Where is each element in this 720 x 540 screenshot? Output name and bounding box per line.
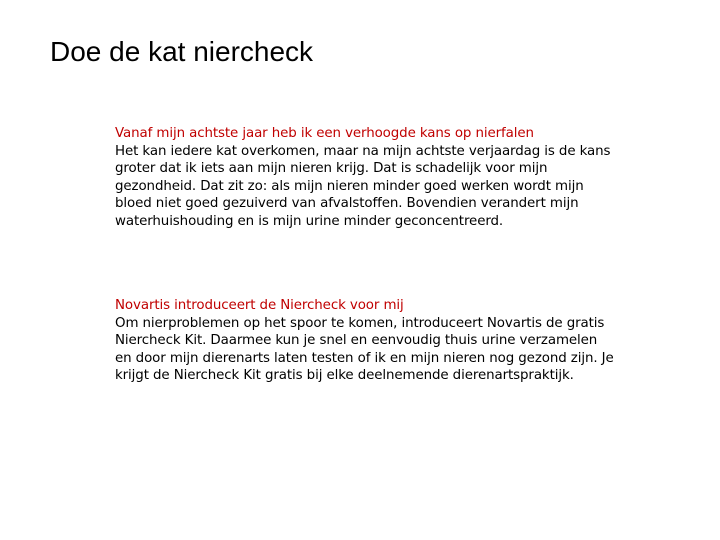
section-heading: Vanaf mijn achtste jaar heb ik een verhoogde kans op nierfalen (115, 126, 534, 141)
section-body: Het kan iedere kat overkomen, maar na mijn achtste verjaardag is de kans groter dat ik iets aan mijn nieren krijg. Dat is schadelijk voor mijn gezondheid. Dat zit zo: als mijn nieren minder goed werken wordt mijn bloed niet goed gezuiverd van afvalstoffen. Bovendien verandert mijn waterhuishouding en is mijn urine minder geconcentreerd. (115, 143, 611, 229)
section-niercheck (115, 297, 615, 385)
slide-title: Doe de kat niercheck (50, 36, 314, 67)
section-heading: Novartis introduceert de Niercheck voor mij (115, 298, 404, 313)
section-risk (115, 125, 615, 231)
section-body: Om nierproblemen op het spoor te komen, introduceert Novartis de gratis Niercheck Kit. Daarmee kun je snel en eenvoudig thuis urine verzamelen en door mijn dierenarts laten testen of ik en mijn nieren nog gezond zijn. Je krijgt de Niercheck Kit gratis bij elke deelnemende dierenartspraktijk. (115, 315, 614, 384)
